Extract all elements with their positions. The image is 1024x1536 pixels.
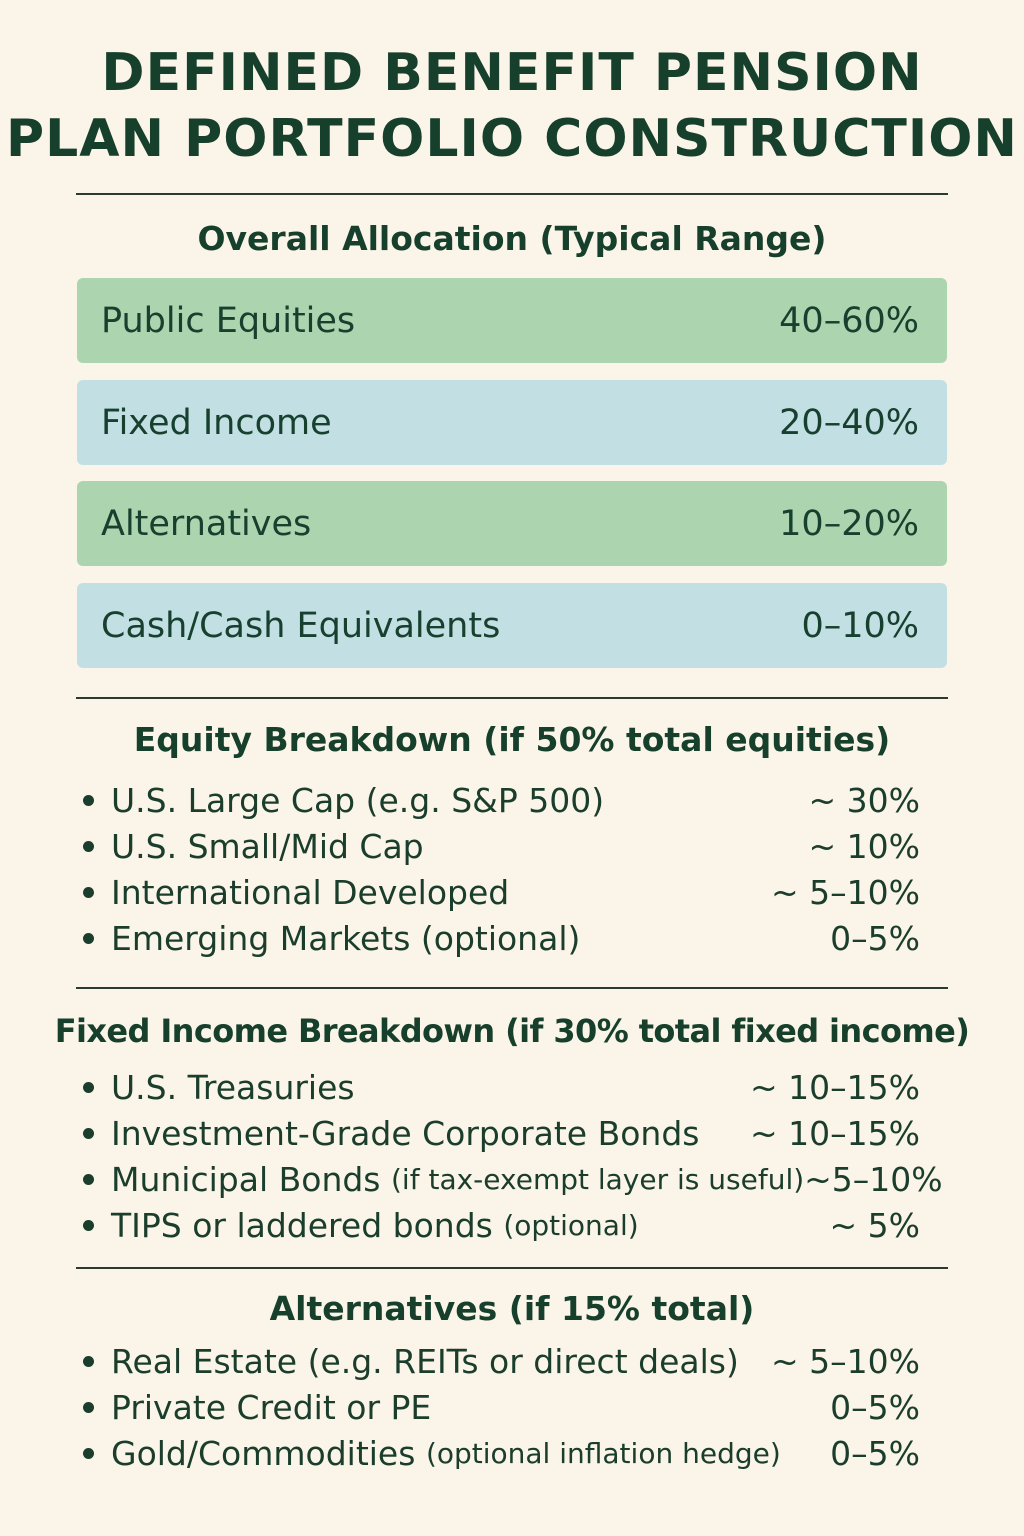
list-item xyxy=(78,1384,920,1430)
allocation-row-public-equities xyxy=(77,278,947,363)
allocation-value: 0–10% xyxy=(801,605,919,646)
list-item xyxy=(78,1338,920,1384)
bullet-icon xyxy=(83,1356,94,1367)
bullet-icon xyxy=(83,1082,94,1093)
divider xyxy=(76,987,948,989)
item-label: Emerging Markets (optional) xyxy=(111,918,581,958)
list-item xyxy=(78,1202,920,1248)
equity-breakdown-list xyxy=(78,777,920,961)
alternatives-list xyxy=(78,1338,920,1476)
item-value: ~ 5–10% xyxy=(771,1341,920,1381)
item-value: ~ 5–10% xyxy=(771,872,920,912)
item-value: ~ 5% xyxy=(829,1205,920,1245)
fixed-income-breakdown-list xyxy=(78,1064,943,1248)
divider xyxy=(76,193,948,195)
bullet-icon xyxy=(83,1220,94,1231)
item-value: 0–5% xyxy=(830,918,920,958)
allocation-value: 10–20% xyxy=(779,503,919,544)
item-label: U.S. Treasuries xyxy=(111,1067,355,1107)
alternatives-heading: Alternatives (if 15% total) xyxy=(269,1289,755,1328)
allocation-label: Fixed Income xyxy=(101,402,332,443)
item-label: Municipal Bonds xyxy=(111,1159,381,1199)
item-label: U.S. Large Cap (e.g. S&P 500) xyxy=(111,780,605,820)
allocation-label: Cash/Cash Equivalents xyxy=(101,605,501,646)
equity-breakdown-heading: Equity Breakdown (if 50% total equities) xyxy=(133,720,891,759)
item-value: 0–5% xyxy=(830,1387,920,1427)
list-item xyxy=(78,823,920,869)
bullet-icon xyxy=(83,1128,94,1139)
page-title xyxy=(0,40,1024,172)
overall-allocation-heading: Overall Allocation (Typical Range) xyxy=(197,219,827,258)
item-value: ~ 10–15% xyxy=(750,1067,920,1107)
item-label: Investment-Grade Corporate Bonds xyxy=(111,1113,700,1153)
allocation-label: Alternatives xyxy=(101,503,312,544)
allocation-row-fixed-income xyxy=(77,380,947,465)
page-title-line-1: DEFINED BENEFIT PENSION xyxy=(101,43,923,103)
allocation-row-cash xyxy=(77,583,947,668)
bullet-icon xyxy=(83,841,94,852)
item-label: International Developed xyxy=(111,872,510,912)
bullet-icon xyxy=(83,795,94,806)
item-label: Gold/Commodities xyxy=(111,1433,416,1473)
item-value: 0–5% xyxy=(830,1433,920,1473)
bullet-icon xyxy=(83,887,94,898)
item-label: U.S. Small/Mid Cap xyxy=(111,826,424,866)
allocation-value: 20–40% xyxy=(779,402,919,443)
item-value: ~ 30% xyxy=(808,780,920,820)
list-item xyxy=(78,869,920,915)
item-label: TIPS or laddered bonds xyxy=(111,1205,493,1245)
list-item xyxy=(78,915,920,961)
bullet-icon xyxy=(83,1402,94,1413)
fixed-income-breakdown-heading: Fixed Income Breakdown (if 30% total fixed income) xyxy=(54,1012,970,1050)
list-item xyxy=(78,777,920,823)
bullet-icon xyxy=(83,1174,94,1185)
page-title-line-2: PLAN PORTFOLIO CONSTRUCTION xyxy=(6,109,1018,169)
list-item xyxy=(78,1156,943,1202)
bullet-icon xyxy=(83,933,94,944)
divider xyxy=(76,1267,948,1269)
allocation-row-alternatives xyxy=(77,481,947,566)
allocation-value: 40–60% xyxy=(779,300,919,341)
item-value: ~ 10–15% xyxy=(750,1113,920,1153)
item-value: ~5–10% xyxy=(804,1159,943,1199)
list-item xyxy=(78,1430,920,1476)
item-note: (if tax-exempt layer is useful) xyxy=(391,1162,805,1196)
item-note: (optional inflation hedge) xyxy=(425,1436,781,1470)
item-label: Real Estate (e.g. REITs or direct deals) xyxy=(111,1341,739,1381)
bullet-icon xyxy=(83,1448,94,1459)
list-item xyxy=(78,1064,920,1110)
item-value: ~ 10% xyxy=(808,826,920,866)
item-label: Private Credit or PE xyxy=(111,1387,432,1427)
allocation-label: Public Equities xyxy=(101,300,356,341)
list-item xyxy=(78,1110,920,1156)
item-note: (optional) xyxy=(503,1208,639,1242)
divider xyxy=(76,697,948,699)
